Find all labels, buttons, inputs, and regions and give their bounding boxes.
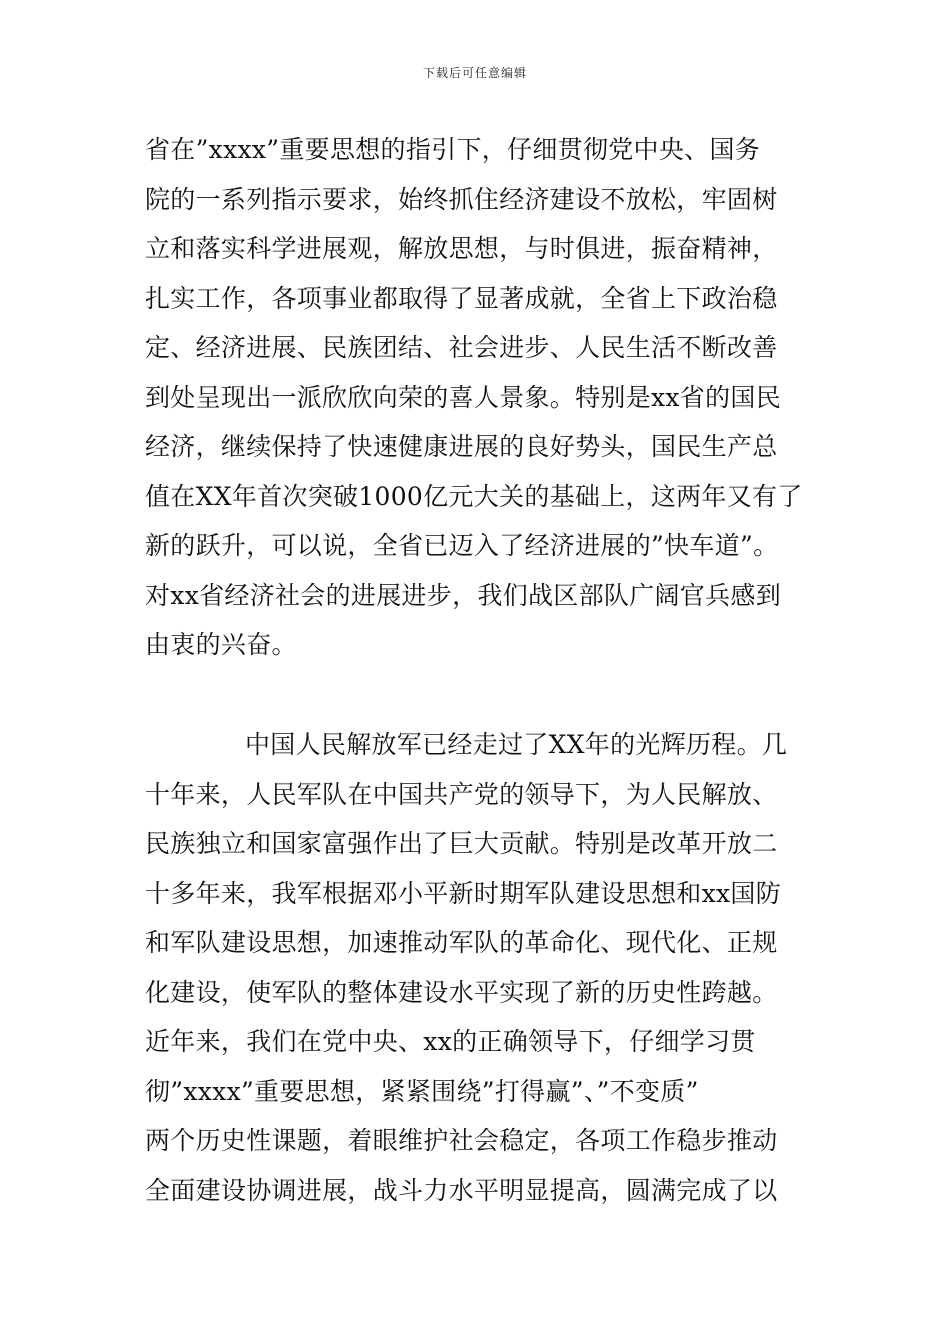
page-header: 下载后可任意编辑	[422, 66, 527, 80]
text-line-indented: 中国人民解放军已经走过了XX年的光辉历程。几	[245, 730, 788, 759]
text-line: 对xx省经济社会的进展进步，我们战区部队广阔官兵感到	[145, 580, 782, 610]
text-line: 新的跃升，可以说，全省已迈入了经济进展的”快车道”。	[145, 531, 779, 560]
text-line: 定、经济进展、民族团结、社会进步、人民生活不断改善	[145, 333, 778, 362]
text-line: 和军队建设思想，加速推动军队的革命化、现代化、正规	[145, 928, 778, 957]
text-line: 全面建设协调进展，战斗力水平明显提高，圆满完成了以	[145, 1175, 778, 1205]
text-line: 到处呈现出一派欣欣向荣的喜人景象。特别是xx省的国民	[145, 382, 782, 412]
text-line: 近年来，我们在党中央、xx的正确领导下，仔细学习贯	[145, 1027, 756, 1056]
text-line: 经济，继续保持了快速健康进展的良好势头，国民生产总	[145, 432, 778, 461]
text-line: 十年来，人民军队在中国共产党的领导下，为人民解放、	[145, 779, 778, 809]
text-line: 值在XX年首次突破1000亿元大关的基础上，这两年又有了	[145, 481, 803, 511]
text-line: 院的一系列指示要求，始终抓住经济建设不放松，牢固树	[145, 184, 778, 214]
text-line: 立和落实科学进展观，解放思想，与时俱进，振奋精神，	[145, 234, 778, 263]
text-line: 化建设，使军队的整体建设水平实现了新的历史性跨越。	[145, 977, 778, 1007]
text-line: 十多年来，我军根据邓小平新时期军队建设思想和xx国防	[145, 878, 782, 908]
paragraph-2	[145, 720, 845, 1215]
paragraph-1	[145, 125, 845, 670]
text-line: 彻”xxxx”重要思想，紧紧围绕”打得赢”、”不变质”	[145, 1076, 699, 1106]
text-line: 两个历史性课题，着眼维护社会稳定，各项工作稳步推动	[145, 1126, 778, 1155]
text-line: 省在”xxxx”重要思想的指引下，仔细贯彻党中央、国务	[145, 135, 761, 164]
text-line: 扎实工作，各项事业都取得了显著成就，全省上下政治稳	[145, 283, 778, 313]
text-line: 民族独立和国家富强作出了巨大贡献。特别是改革开放二	[145, 829, 778, 858]
text-line: 由衷的兴奋。	[145, 630, 297, 659]
